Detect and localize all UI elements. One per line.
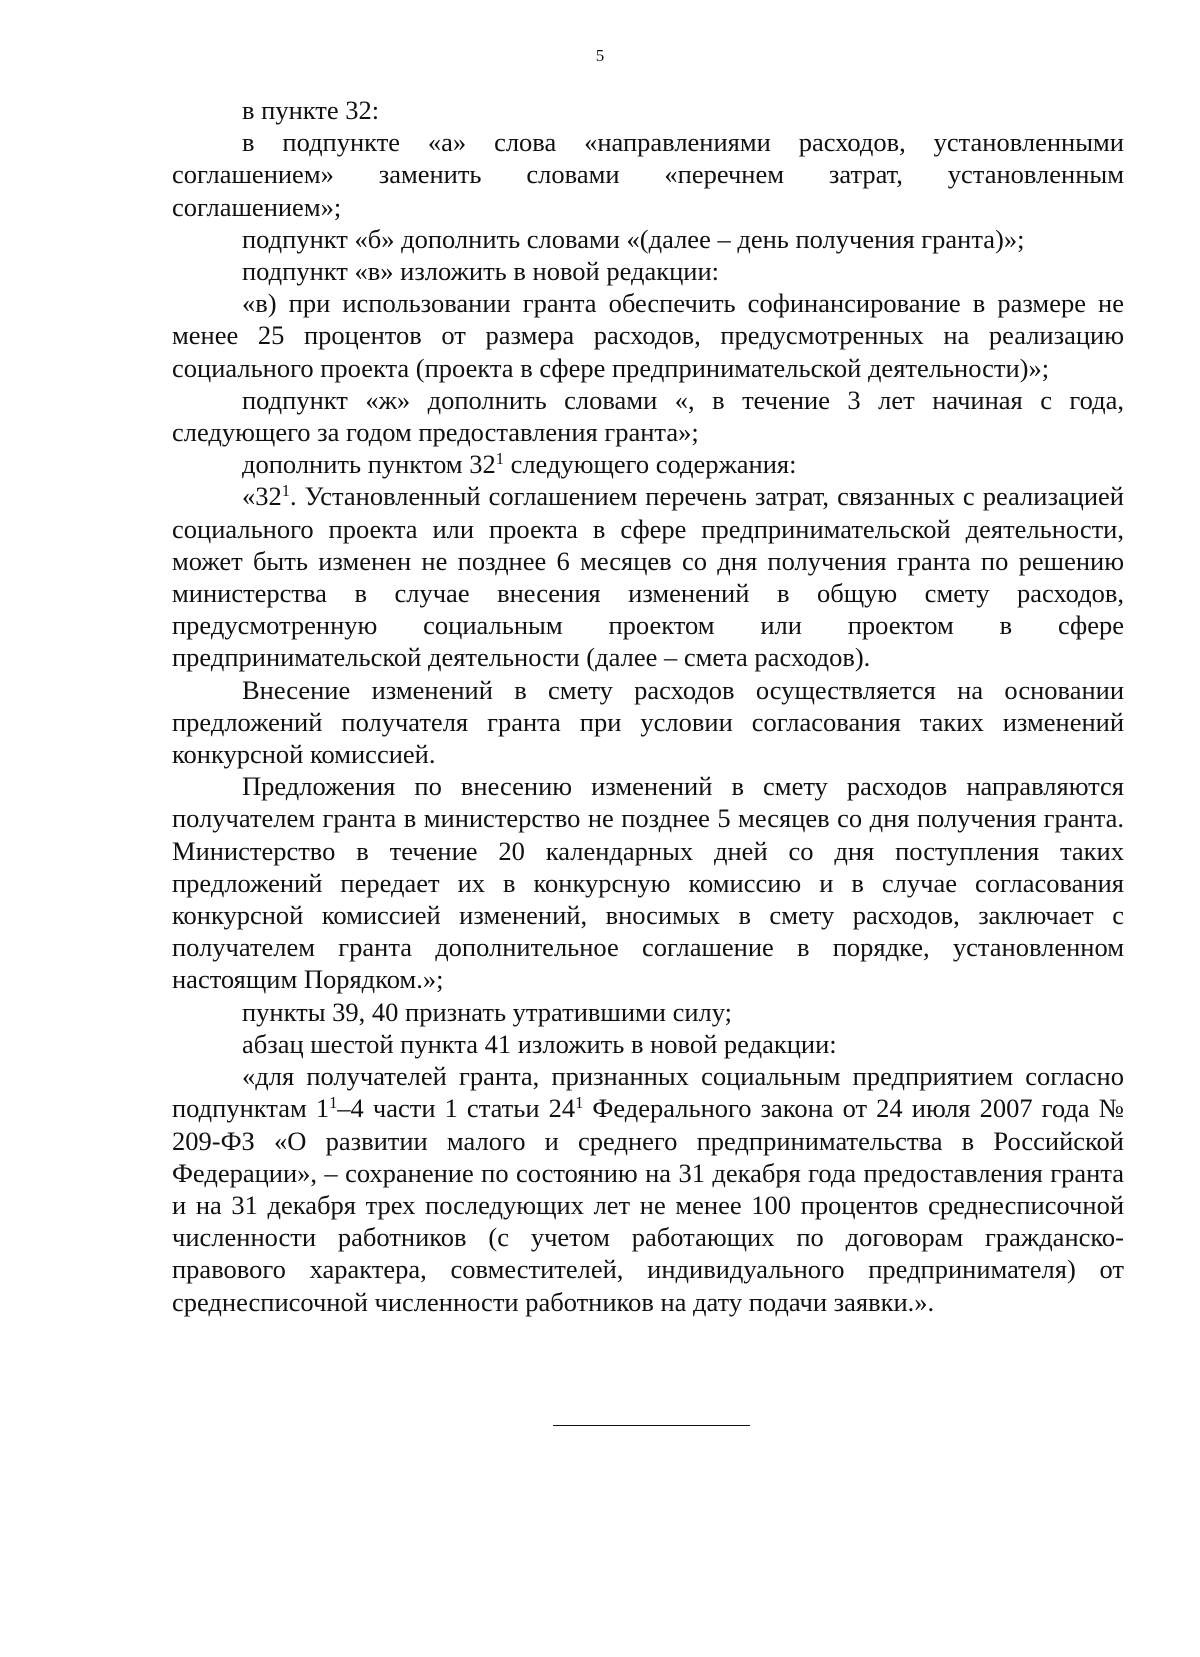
paragraph-subitem-zh: подпункт «ж» дополнить словами «, в течение 3 лет начиная с года, следующего за годом предоставления гранта»; xyxy=(172,384,1124,448)
paragraph-item-32: в пункте 32: xyxy=(242,95,380,125)
paragraph-proposals: Предложения по внесению изменений в смету расходов направляются получателем гранта в министерство не позднее 5 месяцев со дня получения гранта. Министерство в течение 20 календарных дней со дня поступления таких предложений передает их в конкурсную комиссию и в случае согласования конкурсной комиссией изменений, вносимых в смету расходов, заключает с получателем гранта дополнительное соглашение в порядке, установленном настоящим Порядком.»; xyxy=(172,771,1124,995)
superscript: 1 xyxy=(495,449,504,469)
document-body xyxy=(172,94,1124,1318)
paragraph-item-41-text xyxy=(172,1060,1124,1318)
paragraph-item-32-1-text xyxy=(172,480,1124,673)
paragraph-estimate-changes: Внесение изменений в смету расходов осуществляется на основании предложений получателя гранта при условии согласования таких изменений конкурсной комиссией. xyxy=(172,674,1124,770)
superscript: 1 xyxy=(281,481,290,501)
superscript: 1 xyxy=(575,1093,584,1113)
text-fragment: «для получателей гранта, признанных социальным предприятием согласно подпунктам 1 xyxy=(172,1061,1124,1124)
paragraph-add-item-32-1 xyxy=(172,448,1124,480)
paragraph-subitem-b: подпункт «б» дополнить словами «(далее – день получения гранта)»; xyxy=(242,223,1025,254)
end-of-document-rule xyxy=(553,1425,750,1426)
paragraph-subitem-a: в подпункте «а» слова «направлениями расходов, установленными соглашением» заменить словами «перечнем затрат, установленным соглашением»; xyxy=(172,127,1124,222)
paragraph-item-41-intro: абзац шестой пункта 41 изложить в новой редакции: xyxy=(242,1028,837,1059)
text-fragment: «32 xyxy=(242,481,282,512)
page-number: 5 xyxy=(595,46,605,65)
text-fragment: следующего содержания: xyxy=(503,449,797,480)
superscript: 1 xyxy=(329,1093,338,1113)
paragraph-items-39-40: пункты 39, 40 признать утратившими силу; xyxy=(242,996,733,1027)
text-fragment: . Установленный соглашением перечень затрат, связанных с реализацией социального проекта или проекта в сфере предпринимательской деятельности, может быть изменен не позднее 6 месяцев со дня получения гранта по решению министерства в случае внесения изменений в общую смету расходов, предусмотренную социальным проектом или проектом в сфере предпринимательской деятельности (далее – смета расходов). xyxy=(172,481,1124,673)
text-fragment: –4 части 1 статьи 24 xyxy=(337,1093,576,1124)
text-fragment: дополнить пунктом 32 xyxy=(242,449,496,480)
text-fragment: Федерального закона от 24 июля 2007 года № 209-ФЗ «О развитии малого и среднего предпринимательства в Российской Федерации», – сохранение по состоянию на 31 декабря года предоставления гранта и на 31 декабря трех последующих лет не менее 100 процентов среднесписочной численности работников (с учетом работающих по договорам гражданско-правового характера, совместителей, индивидуального предпринимателя) от среднесписочной численности работников на дату подачи заявки.». xyxy=(172,1093,1124,1317)
paragraph-subitem-v-intro: подпункт «в» изложить в новой редакции: xyxy=(242,256,720,287)
paragraph-subitem-v-text: «в) при использовании гранта обеспечить софинансирование в размере не менее 25 процентов от размера расходов, предусмотренных на реализацию социального проекта (проекта в сфере предпринимательской деятельности)»; xyxy=(172,288,1124,383)
